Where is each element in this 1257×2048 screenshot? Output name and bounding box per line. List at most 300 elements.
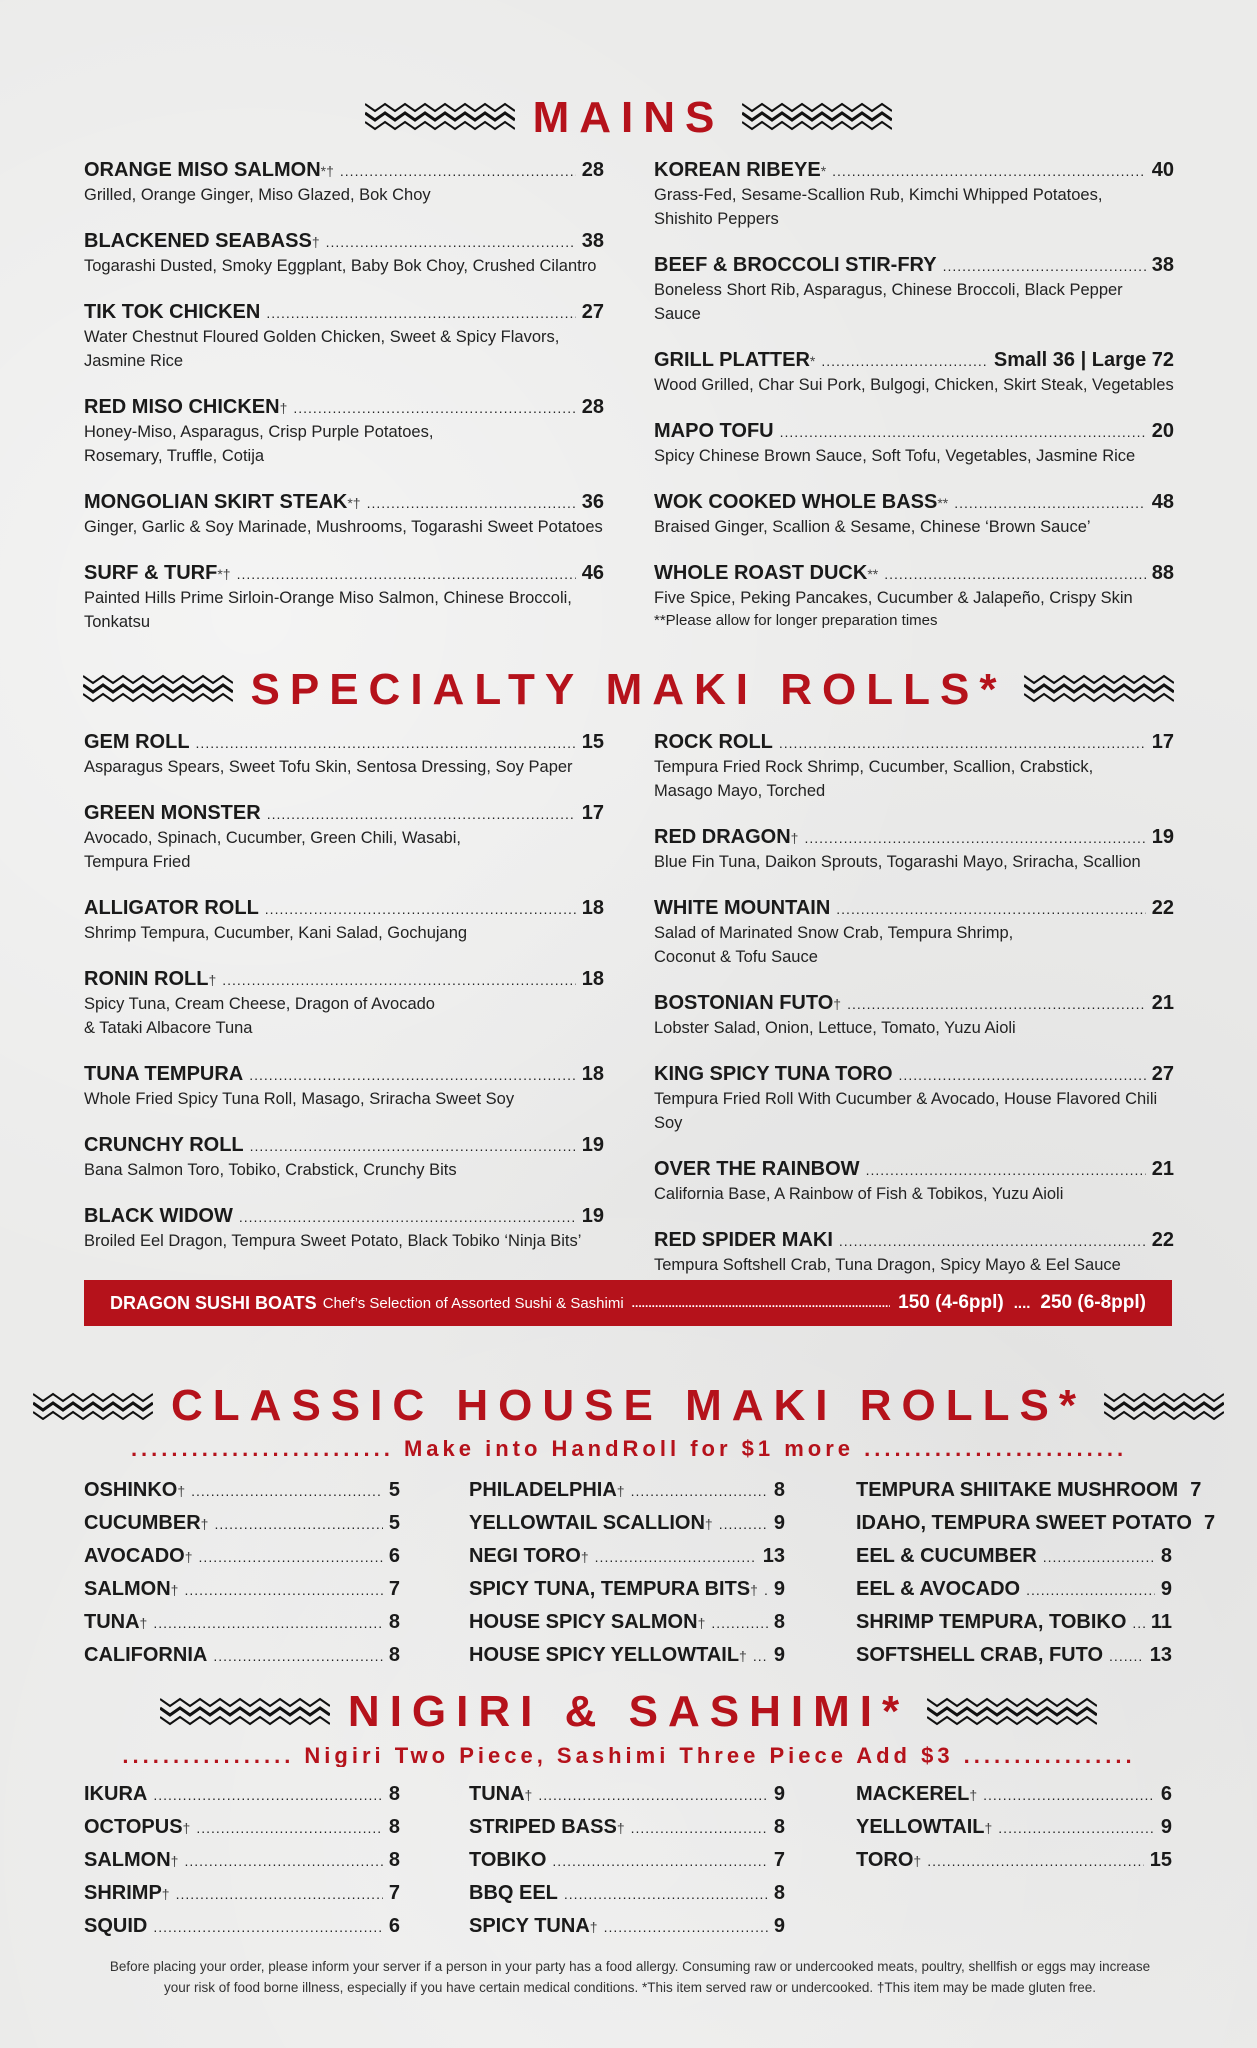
menu-item bbox=[469, 1877, 785, 1910]
dot-leader bbox=[631, 1475, 768, 1507]
dot-leader bbox=[267, 802, 576, 826]
menu-item-price: 8 bbox=[773, 1611, 785, 1633]
dot-leader bbox=[1043, 1541, 1155, 1573]
menu-item-name: TIK TOK CHICKEN bbox=[84, 301, 261, 323]
menu-item-name: RED MISO CHICKEN bbox=[84, 396, 280, 418]
menu-item-name: CALIFORNIA bbox=[84, 1644, 208, 1666]
menu-item bbox=[84, 1133, 604, 1182]
menu-item-description: Water Chestnut Floured Golden Chicken, Sweet & Spicy Flavors, bbox=[84, 328, 560, 346]
menu-item-row bbox=[856, 1778, 1172, 1811]
menu-item-price: 27 bbox=[581, 301, 604, 323]
menu-item-price: 7 bbox=[773, 1849, 785, 1871]
menu-item-name: SPICY TUNA bbox=[469, 1915, 590, 1937]
menu-item bbox=[469, 1507, 785, 1540]
menu-item-mark: † bbox=[177, 1483, 186, 1499]
menu-item-description: Ginger, Garlic & Soy Marinade, Mushrooms, Togarashi Sweet Potatoes bbox=[84, 518, 603, 536]
menu-item bbox=[654, 825, 1174, 874]
menu-item-price: 13 bbox=[762, 1545, 785, 1567]
menu-item-name: SPICY TUNA, TEMPURA BITS bbox=[469, 1578, 751, 1600]
menu-item bbox=[84, 1606, 400, 1639]
menu-item-row bbox=[84, 1474, 400, 1507]
menu-item bbox=[856, 1606, 1172, 1639]
menu-item-name: BBQ EEL bbox=[469, 1882, 558, 1904]
menu-item-description: Togarashi Dusted, Smoky Eggplant, Baby Bok Choy, Crushed Cilantro bbox=[84, 257, 597, 275]
menu-item-description: Spicy Tuna, Cream Cheese, Dragon of Avocado bbox=[84, 995, 435, 1013]
menu-item bbox=[84, 1877, 400, 1910]
menu-item-row bbox=[84, 801, 604, 826]
mains-left-column bbox=[84, 158, 604, 656]
menu-item-mark: † bbox=[984, 1820, 993, 1836]
menu-item-description: Braised Ginger, Scallion & Sesame, Chinese ‘Brown Sauce’ bbox=[654, 518, 1091, 536]
menu-item-price: 15 bbox=[1149, 1849, 1172, 1871]
menu-item bbox=[84, 1844, 400, 1877]
menu-item bbox=[654, 1228, 1174, 1277]
menu-item-name: TUNA TEMPURA bbox=[84, 1063, 244, 1085]
menu-item-price: 8 bbox=[388, 1644, 400, 1666]
zigzag-line bbox=[742, 113, 892, 120]
menu-item bbox=[84, 1639, 400, 1672]
zigzag-ornament-right bbox=[927, 1697, 1097, 1727]
menu-item-name: OSHINKO bbox=[84, 1479, 178, 1501]
menu-item-mark: † bbox=[279, 400, 288, 416]
menu-item-mark: † bbox=[170, 1582, 179, 1598]
menu-item-name: SALMON bbox=[84, 1849, 171, 1871]
menu-item-description: Salad of Marinated Snow Crab, Tempura Shrimp, bbox=[654, 924, 1014, 942]
menu-item bbox=[654, 158, 1174, 231]
menu-item-name: EEL & AVOCADO bbox=[856, 1578, 1021, 1600]
menu-item-name: RED SPIDER MAKI bbox=[654, 1229, 833, 1251]
menu-item-price: 13 bbox=[1149, 1644, 1172, 1666]
dot-leader bbox=[340, 159, 576, 183]
zigzag-ornament-left bbox=[33, 1392, 153, 1420]
menu-item-price: 7 bbox=[1190, 1479, 1202, 1501]
menu-item-price: 7 bbox=[388, 1882, 400, 1904]
nigiri-column-2 bbox=[469, 1778, 785, 1943]
menu-item-mark: *† bbox=[320, 163, 334, 179]
menu-item-mark: † bbox=[139, 1615, 148, 1631]
menu-item-name: MONGOLIAN SKIRT STEAK bbox=[84, 491, 348, 513]
menu-item bbox=[84, 158, 604, 207]
menu-item-row bbox=[84, 1606, 400, 1639]
menu-item-price: 6 bbox=[388, 1545, 400, 1567]
menu-item-mark: † bbox=[208, 972, 217, 988]
zigzag-line bbox=[1104, 1403, 1224, 1410]
menu-item-mark: † bbox=[580, 1549, 589, 1565]
menu-item-price: 6 bbox=[1160, 1783, 1172, 1805]
menu-item bbox=[84, 896, 604, 945]
menu-item-name: KING SPICY TUNA TORO bbox=[654, 1063, 893, 1085]
dot-leader bbox=[293, 396, 575, 420]
menu-item-row bbox=[654, 253, 1174, 278]
menu-item-description: Boneless Short Rib, Asparagus, Chinese Broccoli, Black Pepper Sauce bbox=[654, 281, 1123, 323]
menu-item-row bbox=[654, 896, 1174, 921]
menu-item-row bbox=[654, 730, 1174, 755]
banner-item-desc: Chef’s Selection of Assorted Sushi & Sashimi bbox=[322, 1294, 624, 1312]
menu-item-price: 18 bbox=[581, 897, 604, 919]
menu-item-name: IKURA bbox=[84, 1783, 148, 1805]
classic-title: CLASSIC HOUSE MAKI ROLLS* bbox=[171, 1381, 1086, 1430]
menu-item-price: 8 bbox=[773, 1479, 785, 1501]
menu-item-mark: † bbox=[750, 1582, 758, 1598]
menu-item-row bbox=[654, 1157, 1174, 1182]
menu-item-mark: ** bbox=[867, 566, 879, 582]
dot-leader bbox=[983, 1779, 1155, 1811]
menu-item bbox=[654, 348, 1174, 397]
menu-item-name: TOBIKO bbox=[469, 1849, 547, 1871]
dot-leader bbox=[1109, 1640, 1144, 1672]
menu-item-description: Shrimp Tempura, Cucumber, Kani Salad, Gochujang bbox=[84, 924, 468, 942]
menu-item bbox=[654, 561, 1174, 632]
menu-item bbox=[84, 801, 604, 874]
classic-subtitle: .......................... Make into HandRoll for $1 more .......................... bbox=[130, 1438, 1128, 1460]
dot-leader bbox=[779, 731, 1146, 755]
banner-item-name: DRAGON SUSHI BOATS bbox=[110, 1292, 317, 1313]
menu-item-row bbox=[84, 561, 604, 586]
menu-item-description: Tempura Fried Roll With Cucumber & Avocado, House Flavored Chili Soy bbox=[654, 1090, 1158, 1132]
menu-item bbox=[84, 730, 604, 779]
menu-item-name: ROCK ROLL bbox=[654, 731, 773, 753]
menu-item-row bbox=[84, 395, 604, 420]
dot-leader bbox=[199, 1541, 383, 1573]
menu-item-row bbox=[654, 1062, 1174, 1087]
menu-item-name: YELLOWTAIL SCALLION bbox=[469, 1512, 705, 1534]
menu-item-name: CUCUMBER bbox=[84, 1512, 201, 1534]
classic-column-3 bbox=[856, 1474, 1216, 1672]
dot-leader bbox=[184, 1845, 382, 1877]
nigiri-column-1 bbox=[84, 1778, 400, 1943]
menu-item-name: NEGI TORO bbox=[469, 1545, 581, 1567]
zigzag-line bbox=[160, 1717, 330, 1724]
menu-item bbox=[84, 300, 604, 373]
menu-item-description: Tempura Fried bbox=[84, 853, 191, 871]
menu-item-price: 9 bbox=[773, 1644, 785, 1666]
menu-item-description: Coconut & Tofu Sauce bbox=[654, 948, 818, 966]
menu-item-name: GEM ROLL bbox=[84, 731, 190, 753]
menu-item-row bbox=[469, 1877, 785, 1910]
menu-item-row bbox=[84, 1639, 400, 1672]
menu-item-price: 18 bbox=[581, 968, 604, 990]
menu-item-name: SHRIMP TEMPURA, TOBIKO bbox=[856, 1611, 1127, 1633]
menu-item bbox=[84, 1910, 400, 1943]
menu-item-name: SOFTSHELL CRAB, FUTO bbox=[856, 1644, 1104, 1666]
menu-item-row bbox=[84, 1507, 400, 1540]
menu-item bbox=[856, 1778, 1172, 1811]
menu-item-row bbox=[856, 1474, 1202, 1507]
menu-item-description: Blue Fin Tuna, Daikon Sprouts, Togarashi Mayo, Sriracha, Scallion bbox=[654, 853, 1141, 871]
menu-item bbox=[856, 1639, 1172, 1672]
menu-item-description: Five Spice, Peking Pancakes, Cucumber & Jalapeño, Crispy Skin bbox=[654, 589, 1133, 607]
dragon-sushi-boats-banner bbox=[84, 1280, 1172, 1326]
dot-leader bbox=[266, 301, 575, 325]
dot-leader bbox=[213, 1640, 383, 1672]
menu-item-row bbox=[654, 158, 1174, 183]
menu-item-mark: † bbox=[616, 1820, 625, 1836]
zigzag-ornament-left bbox=[365, 102, 515, 134]
menu-item-price: 22 bbox=[1151, 897, 1174, 919]
menu-item-price: 9 bbox=[773, 1578, 785, 1600]
menu-item bbox=[84, 1778, 400, 1811]
menu-item-row bbox=[654, 991, 1174, 1016]
menu-item-row bbox=[84, 1844, 400, 1877]
menu-item-description: Tempura Softshell Crab, Tuna Dragon, Spicy Mayo & Eel Sauce bbox=[654, 1256, 1121, 1274]
menu-item bbox=[856, 1573, 1172, 1606]
zigzag-line bbox=[365, 113, 515, 120]
menu-item-description: Painted Hills Prime Sirloin-Orange Miso Salmon, Chinese Broccoli, Tonkatsu bbox=[84, 589, 572, 631]
menu-item-description: Tempura Fried Rock Shrimp, Cucumber, Scallion, Crabstick, bbox=[654, 758, 1094, 776]
menu-item-mark: *† bbox=[347, 495, 361, 511]
menu-item-price: 19 bbox=[581, 1205, 604, 1227]
dot-leader bbox=[836, 897, 1145, 921]
banner-price-large: 250 (6-8ppl) bbox=[1040, 1292, 1146, 1313]
menu-item-price: 7 bbox=[388, 1578, 400, 1600]
dot-leader bbox=[764, 1574, 768, 1606]
zigzag-line bbox=[927, 1699, 1097, 1706]
menu-item bbox=[856, 1811, 1172, 1844]
menu-item-row bbox=[654, 1228, 1174, 1253]
menu-item-mark: † bbox=[697, 1615, 706, 1631]
menu-item-name: ALLIGATOR ROLL bbox=[84, 897, 259, 919]
menu-item-row bbox=[856, 1639, 1172, 1672]
zigzag-line bbox=[83, 685, 233, 692]
dot-leader bbox=[564, 1878, 768, 1910]
menu-item bbox=[654, 1062, 1174, 1135]
zigzag-line bbox=[33, 1412, 153, 1419]
mains-title: MAINS bbox=[532, 93, 725, 142]
menu-item-price: 8 bbox=[773, 1882, 785, 1904]
dot-leader bbox=[847, 992, 1146, 1016]
menu-item-mark: *† bbox=[217, 566, 231, 582]
menu-item-name: OCTOPUS bbox=[84, 1816, 183, 1838]
specialty-left-column bbox=[84, 730, 604, 1275]
menu-item-price: 18 bbox=[581, 1063, 604, 1085]
menu-item-price: 27 bbox=[1151, 1063, 1174, 1085]
menu-item-name: SALMON bbox=[84, 1578, 171, 1600]
menu-item-price: 7 bbox=[1203, 1512, 1216, 1534]
menu-item-row bbox=[654, 561, 1174, 586]
menu-item-row bbox=[469, 1910, 785, 1943]
menu-item bbox=[84, 1474, 400, 1507]
menu-item-mark: † bbox=[616, 1483, 625, 1499]
menu-item-price: 19 bbox=[581, 1134, 604, 1156]
menu-item-price: 40 bbox=[1151, 159, 1174, 181]
menu-item bbox=[654, 1157, 1174, 1206]
menu-item-mark: † bbox=[161, 1886, 170, 1902]
nigiri-header bbox=[0, 1687, 1257, 1736]
menu-item bbox=[84, 1811, 400, 1844]
specialty-title: SPECIALTY MAKI ROLLS* bbox=[250, 665, 1007, 714]
menu-item bbox=[469, 1474, 785, 1507]
dot-leader bbox=[250, 1134, 576, 1158]
menu-item bbox=[469, 1811, 785, 1844]
menu-item-mark: † bbox=[311, 234, 320, 250]
menu-item bbox=[469, 1639, 785, 1672]
menu-item-name: TORO bbox=[856, 1849, 914, 1871]
menu-item bbox=[856, 1474, 1202, 1507]
zigzag-line bbox=[160, 1708, 330, 1715]
menu-item-price: 9 bbox=[1160, 1578, 1172, 1600]
dot-leader bbox=[943, 254, 1146, 278]
menu-item-row bbox=[469, 1778, 785, 1811]
menu-item-price: 9 bbox=[773, 1915, 785, 1937]
dot-leader bbox=[265, 897, 576, 921]
dot-leader bbox=[631, 1812, 768, 1844]
zigzag-line bbox=[1104, 1412, 1224, 1419]
menu-item-price: 8 bbox=[388, 1816, 400, 1838]
dot-leader bbox=[191, 1475, 383, 1507]
menu-item-name: YELLOWTAIL bbox=[856, 1816, 985, 1838]
menu-item bbox=[84, 490, 604, 539]
menu-item bbox=[84, 1573, 400, 1606]
menu-item-name: SHRIMP bbox=[84, 1882, 162, 1904]
menu-item-row bbox=[84, 1540, 400, 1573]
menu-item-name: TUNA bbox=[84, 1611, 140, 1633]
zigzag-line bbox=[33, 1394, 153, 1401]
menu-item-name: WHITE MOUNTAIN bbox=[654, 897, 831, 919]
dot-leader bbox=[927, 1845, 1144, 1877]
menu-item-price: 8 bbox=[388, 1611, 400, 1633]
dot-leader bbox=[214, 1508, 382, 1540]
zigzag-line bbox=[83, 694, 233, 701]
menu-item-mark: † bbox=[790, 830, 799, 846]
menu-item-description: Shishito Peppers bbox=[654, 210, 779, 228]
dot-leader bbox=[884, 562, 1146, 586]
dot-leader bbox=[552, 1845, 767, 1877]
menu-item-price: 8 bbox=[1160, 1545, 1172, 1567]
dot-leader bbox=[153, 1911, 383, 1943]
menu-item-name: HOUSE SPICY SALMON bbox=[469, 1611, 698, 1633]
menu-item-price: 9 bbox=[773, 1512, 785, 1534]
menu-item-price: 8 bbox=[388, 1849, 400, 1871]
dot-leader bbox=[538, 1779, 768, 1811]
menu-item bbox=[469, 1606, 785, 1639]
menu-item-row bbox=[856, 1507, 1216, 1540]
dot-leader bbox=[326, 230, 576, 254]
menu-item bbox=[84, 395, 604, 468]
zigzag-line bbox=[160, 1699, 330, 1706]
menu-item-name: HOUSE SPICY YELLOWTAIL bbox=[469, 1644, 740, 1666]
menu-item-name: MACKEREL bbox=[856, 1783, 970, 1805]
menu-item-price: 9 bbox=[773, 1783, 785, 1805]
menu-item bbox=[654, 419, 1174, 468]
dot-leader bbox=[832, 159, 1146, 183]
menu-item-price: 15 bbox=[581, 731, 604, 753]
zigzag-line bbox=[742, 122, 892, 129]
menu-item-price: 8 bbox=[773, 1816, 785, 1838]
menu-item-note: **Please allow for longer preparation times bbox=[654, 612, 938, 629]
menu-item-mark: ** bbox=[937, 495, 949, 511]
menu-item-row bbox=[84, 158, 604, 183]
menu-item-row bbox=[469, 1606, 785, 1639]
classic-header bbox=[0, 1381, 1257, 1430]
menu-item bbox=[84, 561, 604, 634]
menu-item-name: MAPO TOFU bbox=[654, 420, 774, 442]
allergy-disclaimer: Before placing your order, please inform your server if a person in your party has a food allergy. Consuming raw or undercooked meats, poultry, shellfish or eggs may increase your risk of food borne illness, especially if you have certain medical conditions. *This item served raw or undercooked. †This item may be made gluten free. bbox=[109, 1959, 1151, 1995]
dot-leader bbox=[719, 1508, 768, 1540]
menu-item bbox=[654, 490, 1174, 539]
classic-column-1 bbox=[84, 1474, 400, 1672]
dot-leader bbox=[153, 1607, 383, 1639]
menu-item-name: CRUNCHY ROLL bbox=[84, 1134, 244, 1156]
menu-item-mark: † bbox=[969, 1787, 978, 1803]
dot-leader bbox=[780, 420, 1146, 444]
zigzag-line bbox=[742, 104, 892, 111]
menu-item-name: OVER THE RAINBOW bbox=[654, 1158, 860, 1180]
menu-item-name: STRIPED BASS bbox=[469, 1816, 617, 1838]
banner-dot-leader bbox=[632, 1296, 890, 1310]
menu-item-name: AVOCADO bbox=[84, 1545, 185, 1567]
menu-item-name: PHILADELPHIA bbox=[469, 1479, 617, 1501]
menu-item-row bbox=[654, 419, 1174, 444]
menu-item-price: 88 bbox=[1151, 562, 1174, 584]
zigzag-line bbox=[1024, 694, 1174, 701]
dot-leader bbox=[711, 1607, 768, 1639]
menu-item-name: GRILL PLATTER bbox=[654, 349, 810, 371]
dot-leader bbox=[249, 1063, 576, 1087]
menu-item-price: 6 bbox=[388, 1915, 400, 1937]
menu-item-price: 46 bbox=[581, 562, 604, 584]
banner-separator: .... bbox=[1013, 1294, 1031, 1312]
menu-item-price: 36 bbox=[581, 491, 604, 513]
menu-item-name: EEL & CUCUMBER bbox=[856, 1545, 1037, 1567]
menu-item-mark: † bbox=[524, 1787, 533, 1803]
dot-leader bbox=[367, 491, 576, 515]
menu-item-description: Avocado, Spinach, Cucumber, Green Chili, Wasabi, bbox=[84, 829, 461, 847]
menu-item-mark: † bbox=[170, 1853, 179, 1869]
menu-item-mark: † bbox=[704, 1516, 713, 1532]
menu-item-mark: † bbox=[739, 1648, 747, 1664]
menu-item bbox=[84, 1204, 604, 1253]
menu-item-mark: † bbox=[913, 1853, 922, 1869]
menu-item-row bbox=[84, 1062, 604, 1087]
menu-item-mark: † bbox=[833, 996, 842, 1012]
dot-leader bbox=[753, 1640, 768, 1672]
menu-item bbox=[84, 967, 604, 1040]
menu-item-description: Lobster Salad, Onion, Lettuce, Tomato, Yuzu Aioli bbox=[654, 1019, 1016, 1037]
zigzag-line bbox=[1104, 1394, 1224, 1401]
dot-leader bbox=[804, 826, 1145, 850]
menu-item-price: 5 bbox=[388, 1512, 400, 1534]
menu-item bbox=[469, 1573, 785, 1606]
dot-leader bbox=[954, 491, 1146, 515]
menu-item-price: 28 bbox=[581, 396, 604, 418]
menu-item-description: & Tataki Albacore Tuna bbox=[84, 1019, 253, 1037]
menu-item-price: Small 36 | Large 72 bbox=[993, 349, 1174, 371]
menu-item-name: SURF & TURF bbox=[84, 562, 218, 584]
nigiri-title: NIGIRI & SASHIMI* bbox=[347, 1687, 910, 1736]
menu-item-row bbox=[84, 1778, 400, 1811]
menu-item-name: KOREAN RIBEYE bbox=[654, 159, 821, 181]
menu-item-row bbox=[654, 490, 1174, 515]
menu-item-description: Asparagus Spears, Sweet Tofu Skin, Sentosa Dressing, Soy Paper bbox=[84, 758, 573, 776]
menu-item bbox=[654, 730, 1174, 803]
menu-item-price: 21 bbox=[1151, 992, 1174, 1014]
menu-item-row bbox=[469, 1811, 785, 1844]
menu-item-price: 22 bbox=[1151, 1229, 1174, 1251]
menu-item-row bbox=[856, 1540, 1172, 1573]
menu-item-row bbox=[84, 229, 604, 254]
menu-item-row bbox=[469, 1573, 785, 1606]
banner-price-small: 150 (4-6ppl) bbox=[898, 1292, 1004, 1313]
menu-item bbox=[654, 896, 1174, 969]
menu-item-mark: * bbox=[820, 163, 827, 179]
dot-leader bbox=[239, 1205, 576, 1229]
menu-item-mark: † bbox=[589, 1919, 598, 1935]
zigzag-line bbox=[927, 1708, 1097, 1715]
dot-leader bbox=[821, 349, 987, 373]
menu-item-mark: * bbox=[809, 353, 816, 369]
menu-item-description: Bana Salmon Toro, Tobiko, Crabstick, Crunchy Bits bbox=[84, 1161, 457, 1179]
menu-item-row bbox=[469, 1474, 785, 1507]
